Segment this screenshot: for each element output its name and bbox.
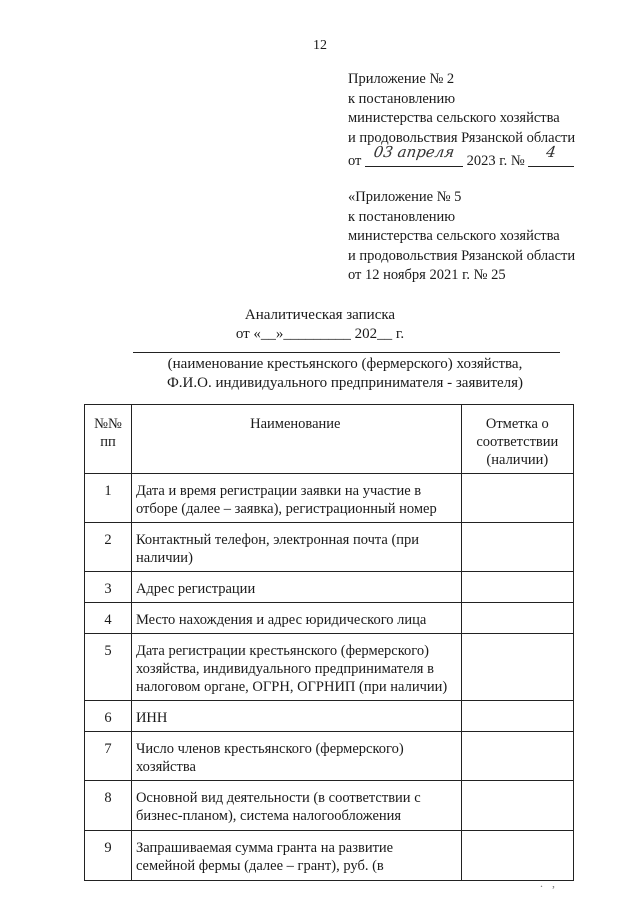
appendix-2-date-line — [348, 143, 575, 172]
scan-mark: . , — [540, 876, 558, 890]
appendix-2-line: министерства сельского хозяйства — [348, 110, 560, 126]
note-date: от «__»_________ 202__ г. — [235, 326, 405, 342]
table-row — [85, 831, 574, 881]
appendix-2-line: Приложение № 2 — [348, 71, 455, 87]
row-name: Запрашиваемая сумма гранта на развитие семейной фермы (далее – грант), руб. (в — [131, 831, 461, 881]
appendix-2-line: к постановлению — [348, 90, 456, 107]
row-name: Контактный телефон, электронная почта (при наличии) — [131, 523, 461, 572]
row-name: Дата регистрации крестьянского (фермерского) хозяйства, индивидуального предпринимателя в налоговом органе, ОГРН, ОГРНИП (при наличии) — [131, 634, 461, 701]
row-name: Основной вид деятельности (в соответствии с бизнес-планом), система налогообложения — [131, 781, 461, 831]
row-num: 6 — [85, 701, 132, 732]
table-row — [85, 732, 574, 781]
farm-caption-line: (наименование крестьянского (фермерского) хозяйства, — [167, 356, 523, 372]
header-name: Наименование — [131, 405, 461, 474]
date-prefix: от — [348, 153, 362, 169]
table-header-row — [85, 405, 574, 474]
farm-name-line — [133, 352, 560, 353]
row-num: 8 — [85, 781, 132, 831]
year-text: 2023 г. № — [466, 153, 525, 169]
row-mark[interactable] — [461, 701, 573, 732]
table-row — [85, 701, 574, 732]
appendix-5-line: от 12 ноября 2021 г. № 25 — [348, 267, 506, 283]
row-num: 2 — [85, 523, 132, 572]
table-row — [85, 634, 574, 701]
appendix-2-header — [348, 70, 575, 172]
header-num: №№ пп — [85, 405, 132, 474]
note-title: Аналитическая записка — [244, 307, 396, 323]
table-row — [85, 523, 574, 572]
row-name: Дата и время регистрации заявки на участие в отборе (далее – заявка), регистрационный номер — [131, 474, 461, 523]
row-num: 3 — [85, 572, 132, 603]
table-row — [85, 572, 574, 603]
row-name: ИНН — [131, 701, 461, 732]
analytic-table — [84, 404, 574, 881]
page-number: 12 — [313, 38, 327, 53]
row-mark[interactable] — [461, 523, 573, 572]
row-name: Место нахождения и адрес юридического лица — [131, 603, 461, 634]
appendix-5-header — [348, 188, 575, 286]
row-num: 5 — [85, 634, 132, 701]
table-row — [85, 781, 574, 831]
appendix-5-line: министерства сельского хозяйства — [348, 228, 560, 244]
row-mark[interactable] — [461, 634, 573, 701]
row-mark[interactable] — [461, 474, 573, 523]
row-mark[interactable] — [461, 603, 573, 634]
row-mark[interactable] — [461, 831, 573, 881]
row-num: 7 — [85, 732, 132, 781]
row-num: 4 — [85, 603, 132, 634]
appendix-2-line: и продовольствия Рязанской области — [348, 129, 576, 146]
row-mark[interactable] — [461, 781, 573, 831]
header-mark: Отметка о соответствии (наличии) — [461, 405, 573, 474]
table-row — [85, 474, 574, 523]
appendix-5-line: к постановлению — [348, 208, 456, 225]
farm-caption-line: Ф.И.О. индивидуального предпринимателя - заявителя) — [166, 375, 524, 391]
row-name: Число членов крестьянского (фермерского) хозяйства — [131, 732, 461, 781]
handwritten-number-field — [528, 143, 574, 167]
table-row — [85, 603, 574, 634]
row-name: Адрес регистрации — [131, 572, 461, 603]
row-num: 9 — [85, 831, 132, 881]
farm-caption — [0, 355, 640, 393]
appendix-5-line: и продовольствия Рязанской области — [348, 247, 576, 264]
handwritten-date: 03 апреля — [372, 143, 456, 161]
handwritten-number: 4 — [545, 143, 558, 161]
handwritten-date-field — [365, 143, 463, 167]
row-mark[interactable] — [461, 572, 573, 603]
row-num: 1 — [85, 474, 132, 523]
appendix-5-line: «Приложение № 5 — [348, 189, 462, 205]
row-mark[interactable] — [461, 732, 573, 781]
